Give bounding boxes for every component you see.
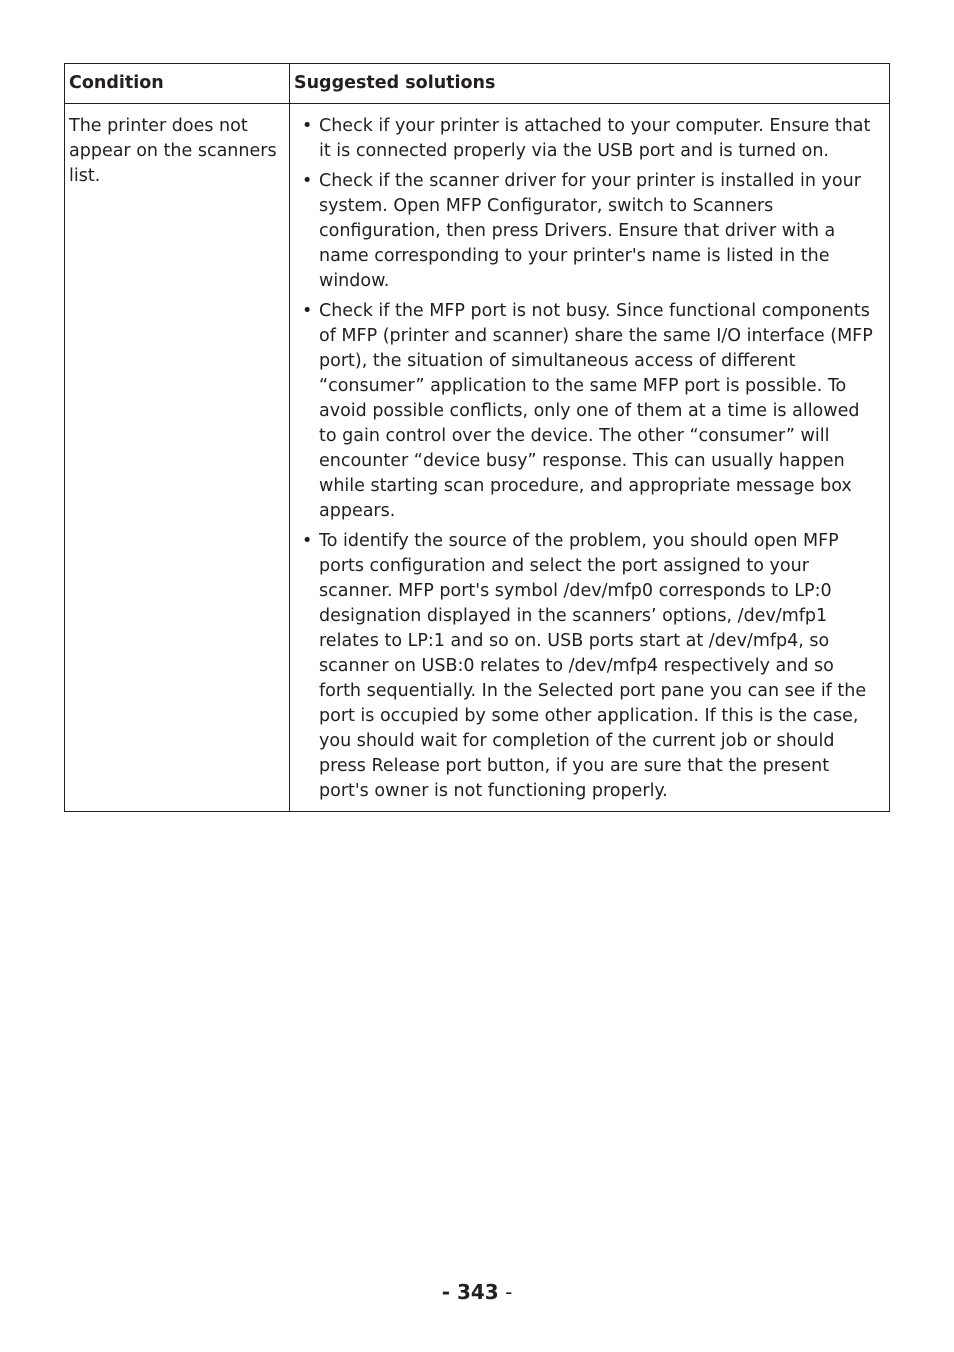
solution-text: Check if your printer is attached to your computer. Ensure that it is connected properly via the USB port and is turned on. — [319, 116, 871, 161]
bullet-icon: • — [302, 531, 313, 551]
bullet-icon: • — [302, 171, 313, 191]
condition-header: Condition — [65, 64, 290, 104]
solutions-cell — [290, 104, 890, 812]
page-number-value: 343 — [456, 1280, 499, 1304]
page-number-prefix: - — [441, 1280, 457, 1304]
solution-item — [302, 529, 881, 804]
table-row — [65, 104, 890, 812]
page-number-suffix: - — [498, 1280, 513, 1304]
solution-text: Check if the scanner driver for your printer is installed in your system. Open MFP Configurator, switch to Scanners configuration, then press Drivers. Ensure that driver with a name corresponding to your printer's name is listed in the window. — [319, 171, 861, 291]
solution-item — [302, 114, 881, 164]
solutions-list — [302, 114, 881, 804]
solution-item — [302, 299, 881, 524]
solutions-header: Suggested solutions — [290, 64, 890, 104]
condition-cell: The printer does not appear on the scanners list. — [65, 104, 290, 812]
table-header-row — [65, 64, 890, 104]
solution-item — [302, 169, 881, 294]
troubleshooting-table — [64, 63, 890, 812]
solution-text: To identify the source of the problem, you should open MFP ports configuration and select the port assigned to your scanner. MFP port's symbol /dev/mfp0 corresponds to LP:0 designation displayed in the scanners’ options, /dev/mfp1 relates to LP:1 and so on. USB ports start at /dev/mfp4, so scanner on USB:0 relates to /dev/mfp4 respectively and so forth sequentially. In the Selected port pane you can see if the port is occupied by some other application. If this is the case, you should wait for completion of the current job or should press Release port button, if you are sure that the present port's owner is not functioning properly. — [319, 531, 867, 801]
page-number — [0, 1278, 954, 1306]
bullet-icon: • — [302, 116, 313, 136]
solution-text: Check if the MFP port is not busy. Since functional components of MFP (printer and scanner) share the same I/O interface (MFP port), the situation of simultaneous access of different “consumer” application to the same MFP port is possible. To avoid possible conflicts, only one of them at a time is allowed to gain control over the device. The other “consumer” will encounter “device busy” response. This can usually happen while starting scan procedure, and appropriate message box appears. — [319, 301, 873, 521]
bullet-icon: • — [302, 301, 313, 321]
